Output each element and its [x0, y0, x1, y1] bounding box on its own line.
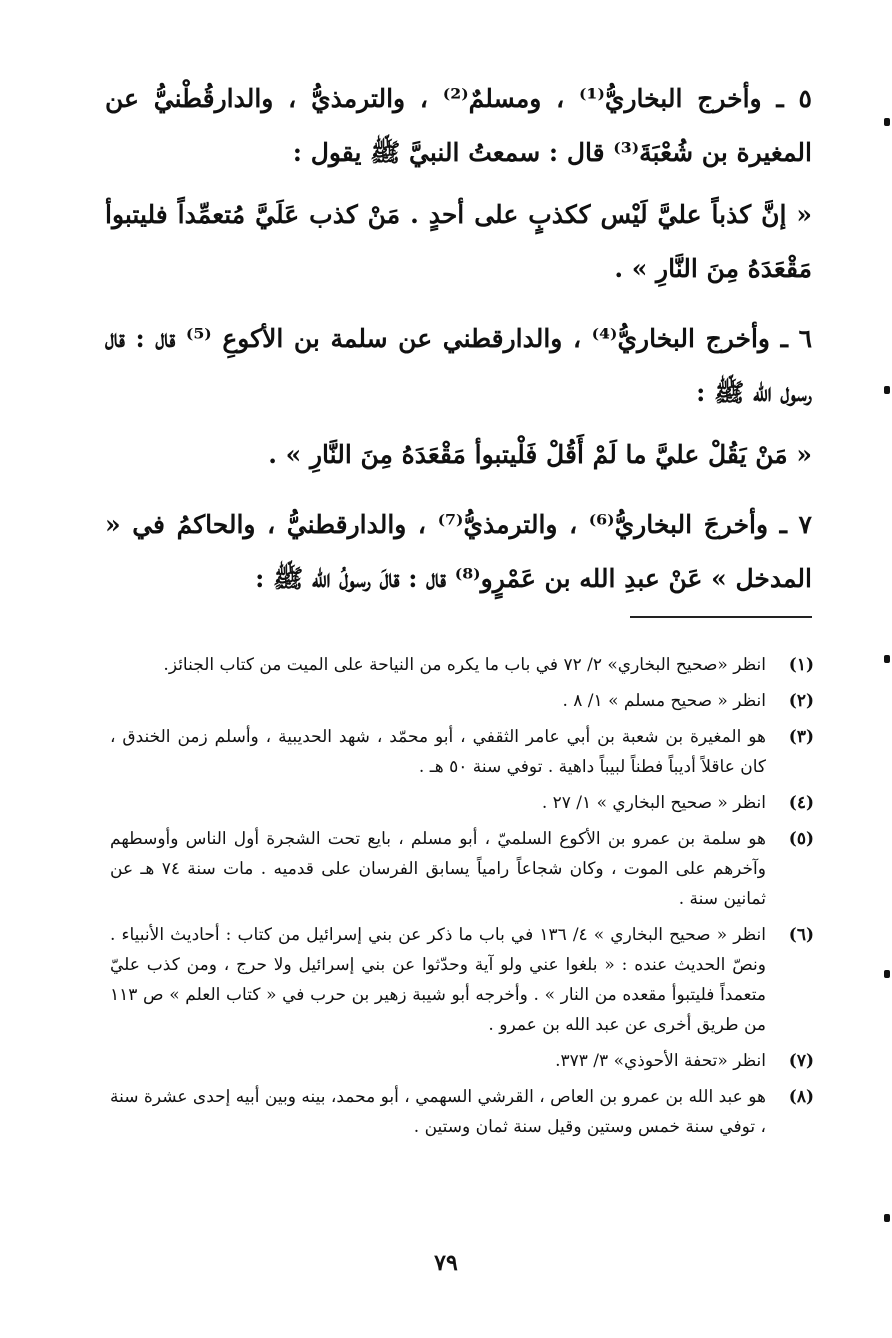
hadith-quote-6: « مَنْ يَقُلْ عليَّ ما لَمْ أَقُلْ فَلْيتبوأ مَقْعَدَهُ مِنَ النَّارِ » . [268, 440, 812, 469]
footnote [110, 1082, 814, 1142]
footnote-number: (٥) [788, 829, 814, 849]
footnote-number: (١) [788, 655, 814, 675]
scan-edge-mark [884, 1214, 890, 1222]
footnote [110, 686, 814, 716]
footnote-number: (٣) [788, 727, 814, 747]
main-text [105, 72, 812, 614]
scan-edge-mark [884, 655, 890, 663]
hadith-paragraph-7: ٧ ـ وأخرجَ البخاريُّ⁽⁶⁾ ، والترمذيُّ⁽⁷⁾ ، والدارقطنيُّ ، والحاكمُ في « المدخل » عَنْ عبدِ الله بن عَمْرٍو⁽⁸⁾ قال : قالَ رسولُ الله ﷺ : [105, 510, 812, 593]
hadith-quote-5: « إنَّ كذباً عليَّ لَيْس ككذبٍ على أحدٍ . مَنْ كذب عَلَيَّ مُتعمِّداً فليتبوأ مَقْعَدَهُ مِنَ النَّارِ » . [105, 200, 812, 283]
footnote [110, 722, 814, 782]
footnotes [110, 650, 814, 1148]
scan-edge-mark [884, 118, 890, 126]
page-number: ٧٩ [434, 1250, 458, 1276]
hadith-paragraph-5: ٥ ـ وأخرج البخاريُّ⁽¹⁾ ، ومسلمٌ⁽²⁾ ، والترمذيُّ ، والدارقُطْنيُّ عن المغيرة بن شُعْبَةَ⁽³⁾ قال : سمعتُ النبيَّ ﷺ يقول : [105, 84, 812, 167]
footnote-number: (٧) [788, 1051, 814, 1071]
footnote-text: انظر «صحيح البخاري» ٢/ ٧٢ في باب ما يكره من النياحة على الميت من كتاب الجنائز. [163, 655, 766, 675]
footnote-text: انظر «تحفة الأحوذي» ٣/ ٣٧٣. [555, 1051, 766, 1071]
scan-edge-mark [884, 970, 890, 978]
footnote-number: (٢) [788, 691, 814, 711]
footnote [110, 920, 814, 1040]
footnote-text: انظر « صحيح البخاري » ٤/ ١٣٦ في باب ما ذكر عن بني إسرائيل من كتاب : أحاديث الأنبياء . ونصّ الحديث عنده : « بلغوا عني ولو آية وحدّثوا عن بني إسرائيل ولا حرج ، ومن كذب عليّ متعمداً فليتبوأ مقعده من النار » . وأخرجه أبو شيبة زهير بن حرب في « كتاب العلم » ص ١١٣ من طريق أخرى عن عبد الله بن عمرو . [110, 925, 766, 1035]
footnote [110, 788, 814, 818]
footnote-number: (٤) [788, 793, 814, 813]
footnote [110, 1046, 814, 1076]
hadith-paragraph-6: ٦ ـ وأخرج البخاريُّ⁽⁴⁾ ، والدارقطني عن سلمة بن الأكوعِ ⁽⁵⁾ قال : قال رسول الله ﷺ : [105, 324, 812, 407]
footnote-text: انظر « صحيح البخاري » ١/ ٢٧ . [541, 793, 766, 813]
footnote-text: هو عبد الله بن عمرو بن العاص ، القرشي السهمي ، أبو محمد، بينه وبين أبيه إحدى عشرة سنة ، توفي سنة خمس وستين وقيل سنة ثمان وستين . [110, 1087, 766, 1137]
footnote-text: انظر « صحيح مسلم » ١/ ٨ . [562, 691, 766, 711]
footnote [110, 824, 814, 914]
footnote-number: (٨) [788, 1087, 814, 1107]
footnote-text: هو سلمة بن عمرو بن الأكوع السلميّ ، أبو مسلم ، بايع تحت الشجرة أول الناس وأوسطهم وآخرهم على الموت ، وكان شجاعاً رامياً يسابق الفرسان على قدميه . مات سنة ٧٤ هـ عن ثمانين سنة . [110, 829, 766, 909]
footnote-divider [630, 616, 812, 618]
footnote-number: (٦) [788, 925, 814, 945]
footnote [110, 650, 814, 680]
scan-edge-mark [884, 386, 890, 394]
footnote-text: هو المغيرة بن شعبة بن أبي عامر الثقفي ، أبو محمّد ، شهد الحديبية ، وأسلم زمن الخندق ، كان عاقلاً أديباً فطناً لبيباً داهية . توفي سنة ٥٠ هـ . [110, 727, 766, 777]
